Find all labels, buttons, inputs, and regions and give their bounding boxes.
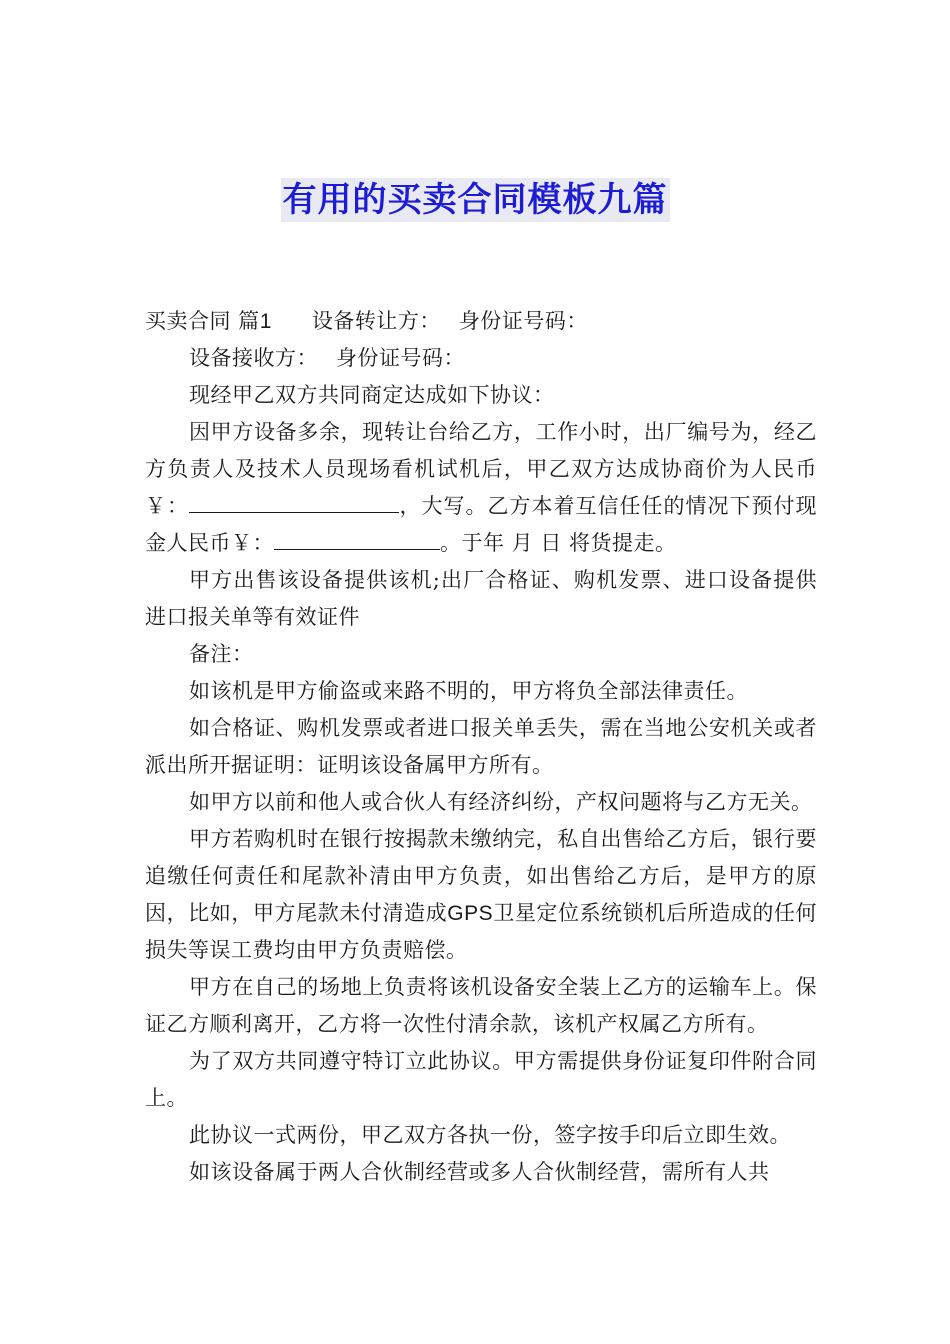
paragraph-theft: 如该机是甲方偷盗或来路不明的，甲方将负全部法律责任。 <box>189 679 748 703</box>
paragraph-comply: 为了双方共同遵守特订立此协议。甲方需提供身份证复印件附合同上。 <box>145 1049 817 1110</box>
title-container <box>0 178 950 222</box>
loan-text-2: 卫星定位系统锁机后所造成的任何损失等误工费均由甲方负责赔偿。 <box>145 901 818 962</box>
receiver-line <box>145 340 817 377</box>
price-text-3: 。于年 月 日 将货提走。 <box>440 531 677 555</box>
section-header-line <box>145 303 817 340</box>
paragraph-dispute: 如甲方以前和他人或合伙人有经济纠纷，产权问题将与乙方无关。 <box>189 790 813 814</box>
receiver-label: 设备接收方： <box>189 346 318 370</box>
transferor-id-label: 身份证号码： <box>458 309 588 333</box>
loan-text-1: 甲方若购机时在银行按揭款未缴纳完，私自出售给乙方后，银行要追缴任何责任和尾款补清由甲方负责，如出售给乙方后，是甲方的原因，比如，甲方尾款未付清造成 <box>145 827 817 925</box>
receiver-id-label: 身份证号码： <box>336 346 465 370</box>
price-blank-field <box>189 490 399 513</box>
section-label: 买卖合同 篇 <box>145 309 260 333</box>
prepay-blank-field <box>274 527 440 550</box>
loan-gps: GPS <box>447 902 494 925</box>
document-title: 有用的买卖合同模板九篇 <box>282 180 668 220</box>
paragraph-loan <box>145 821 817 969</box>
price-text-2: ，大写。乙方本着互信任任的情况下预付现金人民币￥： <box>145 494 817 555</box>
paragraph-loading: 甲方在自己的场地上负责将该机设备安全装上乙方的运输车上。保证乙方顺利离开，乙方将一次性付清余款，该机产权属乙方所有。 <box>145 975 817 1036</box>
section-number: 1 <box>259 310 272 333</box>
paragraph-lost-docs: 如合格证、购机发票或者进口报关单丢失，需在当地公安机关或者派出所开据证明：证明该设备属甲方所有。 <box>145 716 817 777</box>
transferor-label: 设备转让方： <box>311 309 441 333</box>
paragraph-copies: 此协议一式两份，甲乙双方各执一份，签字按手印后立即生效。 <box>189 1123 791 1147</box>
price-text-1: 因甲方设备多余，现转让台给乙方，工作小时，出厂编号为，经乙方负责人及技术人员现场看机试机后，甲乙双方达成协商价为人民币￥： <box>145 420 817 518</box>
paragraph-note: 备注： <box>189 642 254 666</box>
paragraph-documents: 甲方出售该设备提供该机;出厂合格证、购机发票、进口设备提供进口报关单等有效证件 <box>145 568 817 629</box>
paragraph-agreement: 现经甲乙双方共同商定达成如下协议： <box>189 383 555 407</box>
document-body <box>145 303 817 1191</box>
paragraph-price <box>145 414 817 562</box>
paragraph-partnership: 如该设备属于两人合伙制经营或多人合伙制经营，需所有人共 <box>189 1160 770 1184</box>
